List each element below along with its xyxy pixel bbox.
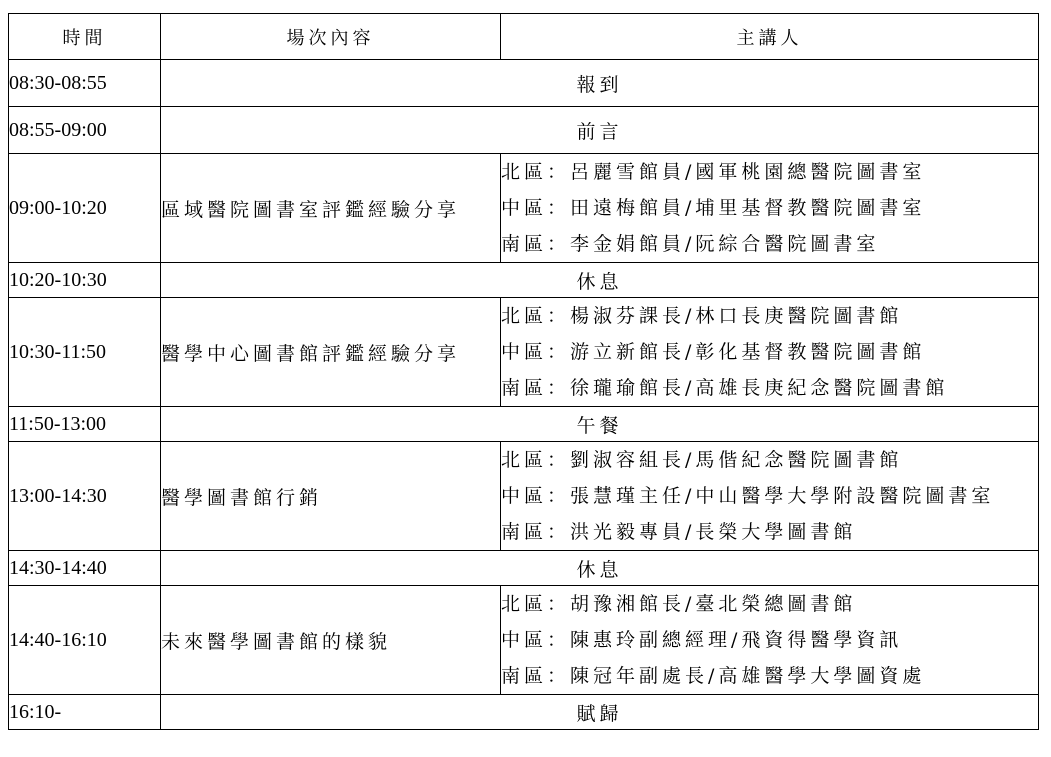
speaker-central: 中區：游立新館長/彰化基督教醫院圖書館 bbox=[501, 341, 926, 363]
speakers-cell bbox=[501, 298, 1039, 407]
header-content: 場次內容 bbox=[161, 14, 501, 60]
speaker-south: 南區：陳冠年副處長/高雄醫學大學圖資處 bbox=[501, 665, 926, 687]
time-cell: 14:40-16:10 bbox=[9, 586, 161, 695]
merged-activity-cell: 前言 bbox=[161, 107, 1039, 154]
header-row bbox=[9, 14, 1039, 60]
speaker-south: 南區：徐瓏瑜館長/高雄長庚紀念醫院圖書館 bbox=[501, 377, 949, 399]
merged-activity-cell: 休息 bbox=[161, 263, 1039, 298]
schedule-row bbox=[9, 154, 1039, 263]
time-cell: 10:30-11:50 bbox=[9, 298, 161, 407]
time-cell: 08:30-08:55 bbox=[9, 60, 161, 107]
topic-cell: 區域醫院圖書室評鑑經驗分享 bbox=[161, 154, 501, 263]
schedule-row bbox=[9, 107, 1039, 154]
topic-cell: 醫學中心圖書館評鑑經驗分享 bbox=[161, 298, 501, 407]
header-speaker: 主講人 bbox=[501, 14, 1039, 60]
schedule-table bbox=[8, 13, 1039, 730]
speaker-south: 南區：李金娟館員/阮綜合醫院圖書室 bbox=[501, 233, 880, 255]
merged-activity-cell: 賦歸 bbox=[161, 695, 1039, 730]
speaker-north: 北區：胡豫湘館長/臺北榮總圖書館 bbox=[501, 593, 857, 615]
schedule-row bbox=[9, 442, 1039, 551]
time-cell: 14:30-14:40 bbox=[9, 551, 161, 586]
schedule-row bbox=[9, 586, 1039, 695]
speaker-central: 中區：陳惠玲副總經理/飛資得醫學資訊 bbox=[501, 629, 903, 651]
speakers-cell bbox=[501, 442, 1039, 551]
schedule-row bbox=[9, 298, 1039, 407]
speakers-cell bbox=[501, 154, 1039, 263]
time-cell: 10:20-10:30 bbox=[9, 263, 161, 298]
speaker-central: 中區：田遠梅館員/埔里基督教醫院圖書室 bbox=[501, 197, 926, 219]
topic-cell: 未來醫學圖書館的樣貌 bbox=[161, 586, 501, 695]
time-cell: 09:00-10:20 bbox=[9, 154, 161, 263]
time-cell: 11:50-13:00 bbox=[9, 407, 161, 442]
schedule-row bbox=[9, 263, 1039, 298]
speaker-central: 中區：張慧瑾主任/中山醫學大學附設醫院圖書室 bbox=[501, 485, 995, 507]
schedule-row bbox=[9, 695, 1039, 730]
speaker-north: 北區：楊淑芬課長/林口長庚醫院圖書館 bbox=[501, 305, 903, 327]
time-cell: 08:55-09:00 bbox=[9, 107, 161, 154]
schedule-row bbox=[9, 551, 1039, 586]
topic-cell: 醫學圖書館行銷 bbox=[161, 442, 501, 551]
speaker-north: 北區：劉淑容組長/馬偕紀念醫院圖書館 bbox=[501, 449, 903, 471]
speaker-north: 北區：呂麗雪館員/國軍桃園總醫院圖書室 bbox=[501, 161, 926, 183]
merged-activity-cell: 報到 bbox=[161, 60, 1039, 107]
merged-activity-cell: 午餐 bbox=[161, 407, 1039, 442]
speaker-south: 南區：洪光毅專員/長榮大學圖書館 bbox=[501, 521, 857, 543]
header-time: 時間 bbox=[9, 14, 161, 60]
schedule-row bbox=[9, 60, 1039, 107]
merged-activity-cell: 休息 bbox=[161, 551, 1039, 586]
time-cell: 13:00-14:30 bbox=[9, 442, 161, 551]
speakers-cell bbox=[501, 586, 1039, 695]
time-cell: 16:10- bbox=[9, 695, 161, 730]
schedule-row bbox=[9, 407, 1039, 442]
